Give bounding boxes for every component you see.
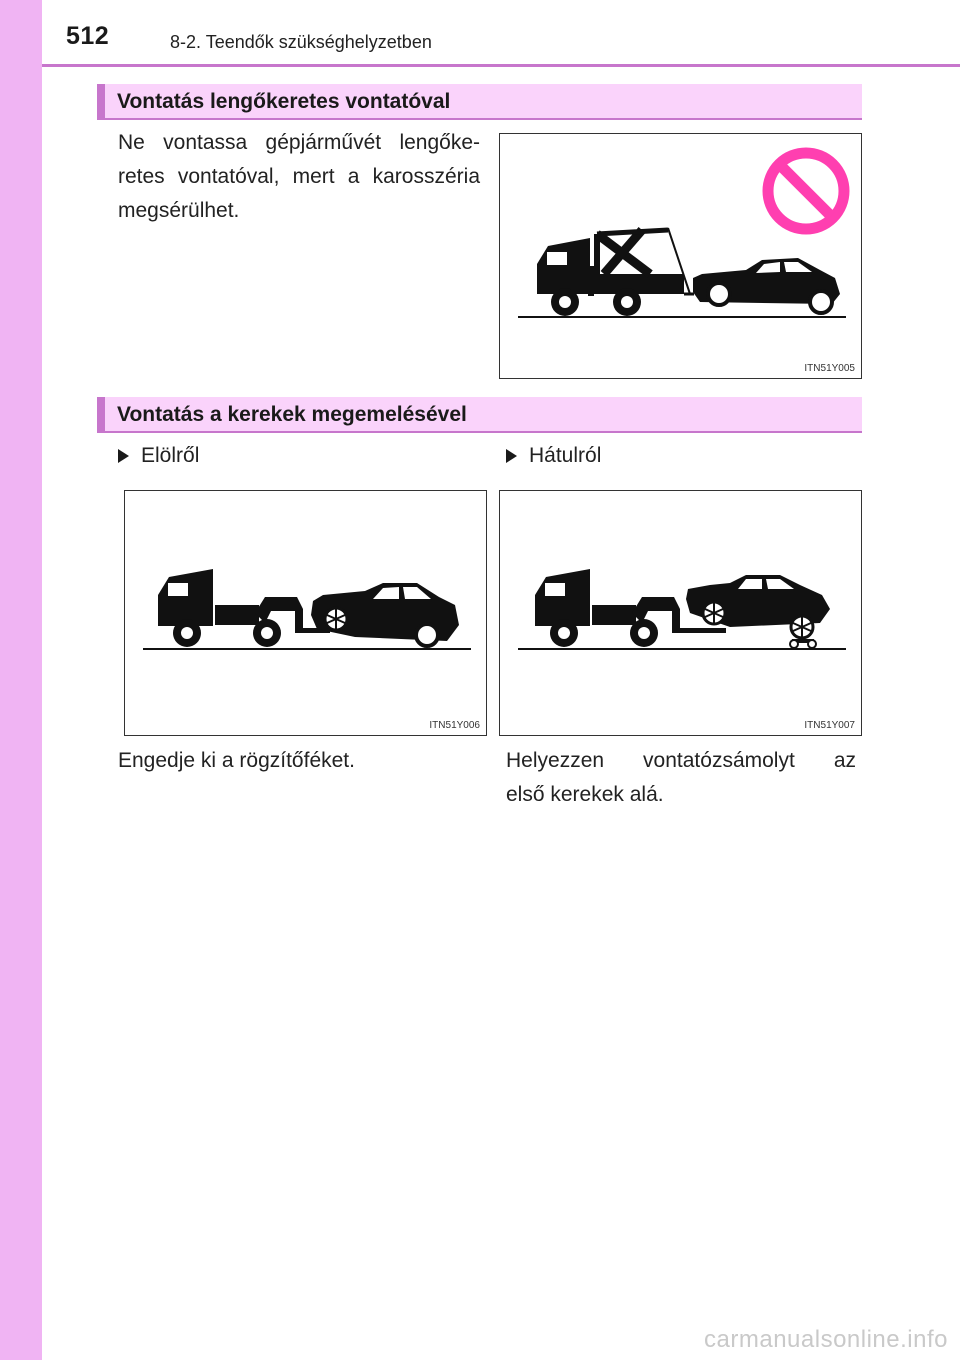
triangle-bullet-icon: [118, 449, 129, 463]
wheel-lift-rear-illustration: [500, 491, 863, 737]
paragraph-line-2: retes vontatóval, mert a karosszéria: [118, 165, 480, 188]
subhead-front: [118, 444, 199, 468]
figure-code: ITN51Y007: [804, 720, 855, 731]
caption-rear-line-2: első kerekek alá.: [506, 783, 664, 806]
section-title: Vontatás lengőkeretes vontatóval: [117, 90, 451, 113]
subhead-front-label: Elölről: [141, 444, 200, 467]
caption-rear-line-1: Helyezzen vontatózsámolyt az: [506, 749, 856, 772]
subhead-rear: [506, 444, 601, 468]
section-title-bar-1: [97, 84, 862, 120]
header-divider: [42, 64, 960, 67]
side-color-strip: [0, 0, 42, 1360]
wheel-lift-front-illustration: [125, 491, 488, 737]
prohibited-icon: [768, 153, 844, 229]
figure-sling-tow-truck: [499, 133, 862, 379]
figure-code: ITN51Y005: [804, 363, 855, 374]
section-title-bar-2: [97, 397, 862, 433]
watermark: carmanualsonline.info: [704, 1326, 948, 1353]
page-number: 512: [66, 22, 110, 50]
figure-code: ITN51Y006: [429, 720, 480, 731]
caption-front: Engedje ki a rögzítőféket.: [118, 749, 355, 772]
paragraph-line-3: megsérülhet.: [118, 199, 240, 222]
figure-wheel-lift-rear: [499, 490, 862, 736]
triangle-bullet-icon: [506, 449, 517, 463]
section-title: Vontatás a kerekek megemelésével: [117, 403, 467, 426]
paragraph-line-1: Ne vontassa gépjárművét lengőke-: [118, 131, 480, 154]
subhead-rear-label: Hátulról: [529, 444, 602, 467]
figure-wheel-lift-front: [124, 490, 487, 736]
sling-tow-illustration: [500, 134, 863, 380]
chapter-heading: 8-2. Teendők szükséghelyzetben: [170, 32, 432, 52]
